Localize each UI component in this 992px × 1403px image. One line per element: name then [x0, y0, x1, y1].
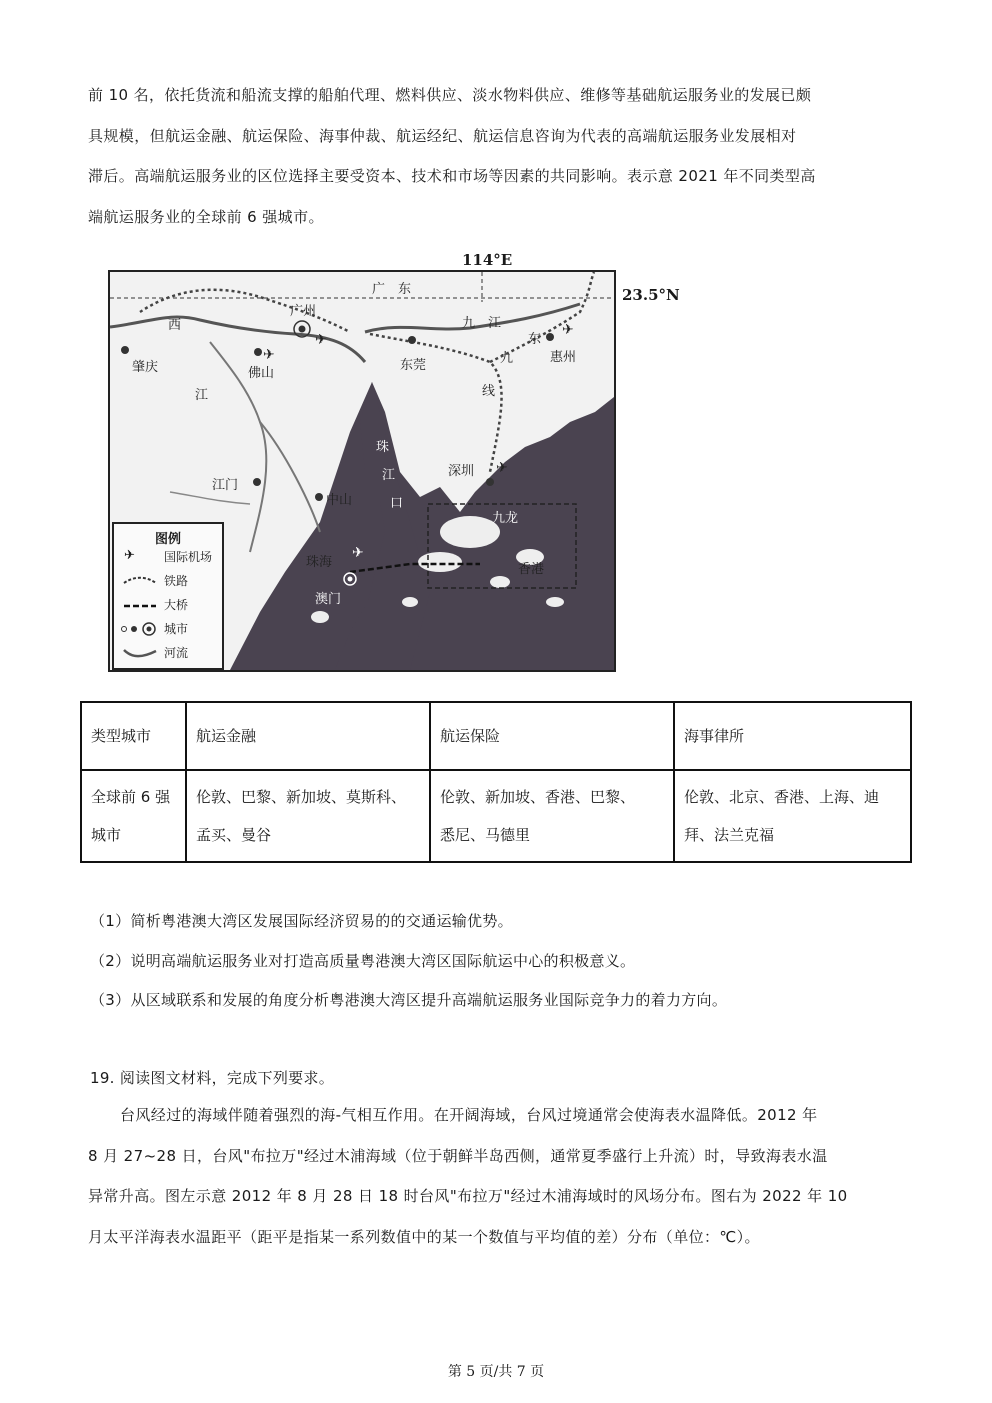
island	[440, 516, 500, 548]
cell-line: 全球前 6 强	[91, 788, 171, 806]
island	[546, 597, 564, 607]
label-kowloon: 九龙	[492, 511, 519, 526]
table-row-label	[81, 770, 186, 862]
label-jiang: 江	[195, 388, 209, 403]
foshan-dot	[254, 348, 262, 356]
table-row	[81, 770, 911, 862]
cell-line: 拜、法兰克福	[684, 826, 775, 844]
label-huizhou: 惠州	[550, 350, 577, 365]
label-guangzhou: 广州	[290, 304, 317, 319]
island	[418, 552, 462, 572]
label-jiang3: 江	[382, 468, 396, 483]
dongguan-dot	[408, 336, 416, 344]
river	[170, 492, 250, 504]
intro-paragraph	[88, 75, 908, 237]
jiangmen-dot	[253, 478, 261, 486]
city-symbol	[120, 621, 160, 637]
bridge-symbol	[122, 598, 158, 612]
cell-line: 伦敦、新加坡、香港、巴黎、	[440, 788, 636, 806]
legend-title: 图例	[154, 532, 181, 547]
label-dong: 东	[528, 332, 542, 347]
cell-line: 伦敦、北京、香港、上海、迪	[684, 788, 880, 806]
label-jiu2: 九	[500, 351, 514, 366]
latitude-label: 23.5°N	[622, 286, 680, 304]
legend-label: 河流	[164, 646, 189, 660]
airport-icon: ✈	[124, 548, 135, 563]
intro-line: 前 10 名，依托货流和船流支撑的船舶代理、燃料供应、淡水物料供应、维修等基础航运服务业的发展已颇	[88, 86, 812, 104]
huizhou-dot	[546, 333, 554, 341]
table-cell-finance	[186, 770, 430, 862]
table-cell-insurance	[430, 770, 674, 862]
label-zhuhai: 珠海	[306, 555, 333, 570]
label-zhu: 珠	[376, 440, 390, 455]
question-3: （3）从区域联系和发展的角度分析粤港澳大湾区提升高端航运服务业国际竞争力的着力方向。	[90, 991, 728, 1009]
q19-line: 8 月 27~28 日，台风"布拉万"经过木浦海域（位于朝鲜半岛西侧，通常夏季盛行上升流）时，导致海表水温	[88, 1146, 828, 1165]
airport-icon: ✈	[562, 322, 574, 338]
q19-line: 异常升高。图左示意 2012 年 8 月 28 日 18 时台风"布拉万"经过木浦海域时的风场分布。图右为 2022 年 10	[88, 1187, 848, 1205]
label-jiangmen: 江门	[212, 478, 239, 493]
island	[402, 597, 418, 607]
sea-area	[230, 382, 614, 670]
zhongshan-dot	[315, 493, 323, 501]
table-header-row	[81, 702, 911, 770]
question-2: （2）说明高端航运服务业对打造高质量粤港澳大湾区国际航运中心的积极意义。	[90, 952, 636, 970]
label-dongguan: 东莞	[400, 358, 427, 373]
legend-river	[120, 644, 220, 664]
page-footer: 第 5 页/共 7 页	[447, 1364, 545, 1380]
zhaoqing-dot	[121, 346, 129, 354]
legend-airport	[120, 548, 220, 568]
airport-icon: ✈	[263, 347, 275, 363]
legend-label: 铁路	[164, 574, 189, 588]
intro-line: 具规模，但航运金融、航运保险、海事仲裁、航运经纪、航运信息咨询为代表的高端航运服务业发展相对	[88, 126, 797, 145]
railway-symbol	[122, 574, 158, 588]
legend-label: 城市	[164, 622, 189, 636]
legend-railway	[120, 572, 220, 592]
label-guangdong: 广 东	[372, 282, 412, 297]
label-hongkong: 香港	[518, 562, 545, 577]
table-header-cell: 类型城市	[81, 702, 186, 770]
table-header-cell: 航运金融	[186, 702, 430, 770]
cell-line: 伦敦、巴黎、新加坡、莫斯科、	[196, 788, 407, 806]
table-cell-maritime-law	[674, 770, 911, 862]
longitude-label: 114°E	[462, 251, 513, 269]
river	[260, 422, 320, 532]
label-macau: 澳门	[315, 592, 342, 607]
q19-line: 台风经过的海域伴随着强烈的海-气相互作用。在开阔海域，台风过境通常会使海表水温降低。2012 年	[120, 1106, 818, 1124]
label-xian: 线	[482, 384, 496, 399]
river-symbol	[122, 646, 158, 660]
legend-label: 国际机场	[164, 550, 213, 564]
intro-line: 端航运服务业的全球前 6 强城市。	[88, 207, 324, 226]
cell-line: 城市	[91, 826, 122, 844]
label-kou: 口	[390, 496, 404, 511]
label-jiang2: 江	[488, 316, 502, 331]
intro-line: 滞后。高端航运服务业的区位选择主要受资本、技术和市场等因素的共同影响。表示意 2021 年不同类型高	[88, 167, 816, 185]
label-zhaoqing: 肇庆	[132, 360, 159, 375]
label-zhongshan: 中山	[326, 493, 353, 508]
q19-paragraph	[88, 1095, 908, 1257]
q19-title: 19. 阅读图文材料，完成下列要求。	[90, 1069, 335, 1087]
shipping-services-table	[80, 701, 912, 863]
map-legend	[112, 522, 224, 670]
table-header-cell: 航运保险	[430, 702, 674, 770]
label-jiu1: 九	[462, 316, 476, 331]
legend-bridge	[120, 596, 220, 616]
label-foshan: 佛山	[248, 366, 275, 381]
pearl-river-delta-map	[108, 270, 616, 672]
table-header-cell: 海事律所	[674, 702, 911, 770]
shenzhen-dot	[486, 478, 494, 486]
legend-label: 大桥	[164, 598, 189, 612]
q19-line: 月太平洋海表水温距平（距平是指某一系列数值中的某一个数值与平均值的差）分布（单位：℃）。	[88, 1227, 760, 1246]
airport-icon: ✈	[496, 460, 508, 476]
island	[311, 611, 329, 623]
label-shenzhen: 深圳	[448, 464, 475, 479]
airport-icon: ✈	[315, 332, 327, 348]
cell-line: 孟买、曼谷	[196, 826, 272, 844]
label-xi: 西	[168, 318, 182, 333]
airport-icon: ✈	[352, 545, 364, 561]
legend-city	[120, 620, 220, 640]
question-1: （1）简析粤港澳大湾区发展国际经济贸易的的交通运输优势。	[90, 912, 513, 930]
cell-line: 悉尼、马德里	[440, 826, 531, 844]
island	[490, 576, 510, 588]
